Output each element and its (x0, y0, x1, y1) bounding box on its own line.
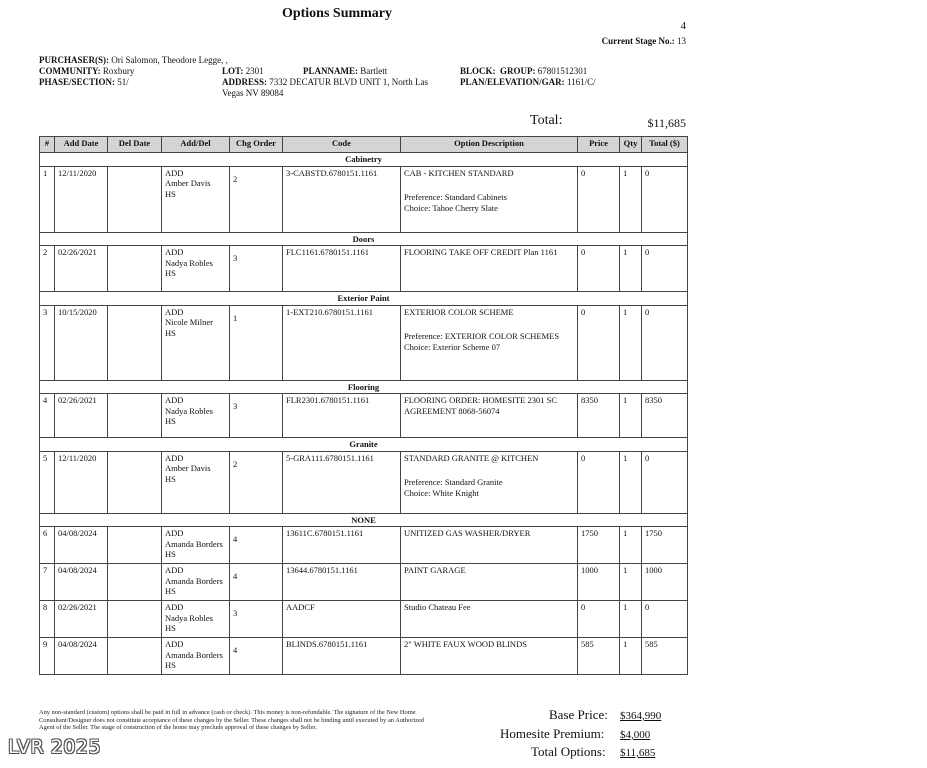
category-row (40, 513, 688, 527)
add-date: 12/11/2020 (55, 451, 108, 513)
qty: 1 (620, 638, 642, 675)
price: 585 (578, 638, 620, 675)
add-del-action: ADD (165, 395, 184, 405)
planname-value: Bartlett (360, 66, 388, 76)
qty: 1 (620, 564, 642, 601)
chg-order: 3 (230, 601, 283, 638)
option-description-cell (401, 451, 578, 513)
price: 0 (578, 305, 620, 380)
category-label: Exterior Paint (40, 292, 688, 306)
del-date (108, 166, 162, 232)
add-del-person: Amber Davis (165, 463, 211, 473)
option-code: 13644.6780151.1161 (283, 564, 401, 601)
option-description: CAB - KITCHEN STANDARD (404, 167, 514, 178)
add-del-person: Amber Davis (165, 178, 211, 188)
del-date (108, 601, 162, 638)
option-preference: Preference: EXTERIOR COLOR SCHEMES (404, 331, 560, 341)
footer-note: Any non-standard (custom) options shall be paid in full in advance (cash or check). This money is non-refundable. The signature of the New Home Consultant/Designer does not constitute acceptance of these changes by the Seller. These changes shall not be binding until executed by an Authorized Agent of the Seller. The stage of construction of the home may preclude approval of these changes by Seller. (39, 709, 424, 732)
add-del-action: ADD (165, 167, 184, 178)
add-del-cell (162, 451, 230, 513)
del-date (108, 451, 162, 513)
phase-value: 51/ (117, 77, 129, 87)
price: 8350 (578, 394, 620, 438)
del-date (108, 394, 162, 438)
add-del-hs: HS (165, 549, 176, 559)
option-code: 3-CABSTD.6780151.1161 (283, 166, 401, 232)
address-line1: 7332 DECATUR BLVD UNIT 1, North Las (269, 77, 429, 87)
add-del-cell (162, 601, 230, 638)
planelev-label: PLAN/ELEVATION/GAR: (460, 77, 565, 87)
add-del-person: Amanda Borders (165, 538, 223, 549)
add-del-action: ADD (165, 565, 184, 575)
price: 0 (578, 166, 620, 232)
add-date: 04/08/2024 (55, 564, 108, 601)
price: 0 (578, 601, 620, 638)
row-number: 2 (40, 246, 55, 292)
option-description: STANDARD GRANITE @ KITCHEN (404, 452, 539, 463)
option-description: 2" WHITE FAUX WOOD BLINDS (404, 639, 527, 649)
row-number: 4 (40, 394, 55, 438)
add-date: 02/26/2021 (55, 246, 108, 292)
chg-order: 4 (230, 564, 283, 601)
homesite-premium-value: $4,000 (620, 729, 651, 741)
category-label: Cabinetry (40, 153, 688, 167)
option-description: UNITIZED GAS WASHER/DRYER (404, 528, 531, 538)
price: 1750 (578, 527, 620, 564)
category-row (40, 232, 688, 246)
add-del-hs: HS (165, 473, 176, 484)
add-del-action: ADD (165, 247, 184, 257)
option-choice: Choice: White Knight (404, 487, 479, 498)
qty: 1 (620, 305, 642, 380)
chg-order: 3 (230, 394, 283, 438)
chg-order: 1 (230, 305, 283, 380)
address-line2: Vegas NV 89084 (222, 88, 284, 98)
qty: 1 (620, 394, 642, 438)
base-price-label: Base Price: (549, 707, 608, 722)
add-del-hs: HS (165, 416, 176, 426)
total-label: Total: (530, 113, 563, 128)
table-row (40, 394, 688, 438)
add-del-cell (162, 527, 230, 564)
option-description: Studio Chateau Fee (404, 602, 471, 612)
add-date: 04/08/2024 (55, 527, 108, 564)
add-del-action: ADD (165, 452, 184, 463)
planname (303, 66, 387, 77)
add-date: 04/08/2024 (55, 638, 108, 675)
row-number: 3 (40, 305, 55, 380)
row-number: 9 (40, 638, 55, 675)
total-value: $11,685 (647, 116, 686, 130)
base-price-value: $364,990 (620, 710, 662, 722)
add-date: 12/11/2020 (55, 166, 108, 232)
option-preference: Preference: Standard Cabinets (404, 192, 507, 202)
phase-section (39, 77, 129, 88)
category-row (40, 380, 688, 394)
options-table (39, 136, 688, 675)
price: 0 (578, 451, 620, 513)
add-del-person: Nadya Robles (165, 612, 213, 623)
row-number: 1 (40, 166, 55, 232)
col-header: Option Description (401, 137, 578, 153)
chg-order: 2 (230, 166, 283, 232)
option-code: AADCF (283, 601, 401, 638)
homesite-premium-label: Homesite Premium: (500, 726, 605, 741)
option-description: EXTERIOR COLOR SCHEME (404, 306, 514, 317)
block-group (460, 66, 587, 77)
add-del-cell (162, 246, 230, 292)
add-del-cell (162, 166, 230, 232)
add-del-person: Amanda Borders (165, 575, 223, 586)
option-description-cell (401, 394, 578, 438)
add-date: 02/26/2021 (55, 601, 108, 638)
add-date: 02/26/2021 (55, 394, 108, 438)
category-row (40, 153, 688, 167)
row-number: 6 (40, 527, 55, 564)
add-del-person: Amanda Borders (165, 649, 223, 660)
qty: 1 (620, 246, 642, 292)
add-del-person: Nicole Milner (165, 317, 213, 327)
option-choice: Choice: Exterior Scheme 07 (404, 341, 501, 352)
category-label: Doors (40, 232, 688, 246)
category-label: Flooring (40, 380, 688, 394)
table-header-row (40, 137, 688, 153)
row-number: 8 (40, 601, 55, 638)
table-row (40, 564, 688, 601)
row-total: 585 (642, 638, 688, 675)
qty: 1 (620, 166, 642, 232)
planname-label: PLANNAME: (303, 66, 358, 76)
community (39, 66, 134, 77)
add-del-cell (162, 564, 230, 601)
address-label: ADDRESS: (222, 77, 268, 87)
del-date (108, 638, 162, 675)
option-choice: Choice: Tahoe Cherry Slate (404, 202, 498, 213)
option-description: FLOORING TAKE OFF CREDIT Plan 1161 (404, 247, 558, 257)
col-header: Chg Order (230, 137, 283, 153)
page-number: 4 (680, 20, 686, 32)
table-row (40, 601, 688, 638)
option-description-cell (401, 564, 578, 601)
lot-value: 2301 (245, 66, 264, 76)
plan-elevation (460, 77, 596, 88)
address (222, 77, 428, 88)
add-del-action: ADD (165, 639, 184, 649)
block-label: BLOCK: (460, 66, 496, 76)
current-stage-value: 13 (677, 36, 686, 46)
community-value: Roxbury (102, 66, 135, 76)
watermark: LVR 2025 (8, 736, 102, 758)
category-row (40, 438, 688, 452)
table-row (40, 451, 688, 513)
price: 0 (578, 246, 620, 292)
option-description-cell (401, 527, 578, 564)
row-total: 0 (642, 601, 688, 638)
option-code: BLINDS.6780151.1161 (283, 638, 401, 675)
row-total: 0 (642, 246, 688, 292)
add-del-hs: HS (165, 268, 176, 278)
table-row (40, 527, 688, 564)
category-label: Granite (40, 438, 688, 452)
option-description-cell (401, 166, 578, 232)
add-del-hs: HS (165, 188, 176, 199)
row-number: 5 (40, 451, 55, 513)
col-header: Code (283, 137, 401, 153)
del-date (108, 246, 162, 292)
option-code: 5-GRA111.6780151.1161 (283, 451, 401, 513)
option-code: FLC1161.6780151.1161 (283, 246, 401, 292)
add-del-person: Nadya Robles (165, 405, 213, 416)
add-del-cell (162, 638, 230, 675)
row-total: 0 (642, 305, 688, 380)
add-del-hs: HS (165, 660, 176, 670)
current-stage (540, 36, 686, 46)
add-del-action: ADD (165, 528, 184, 538)
option-preference: Preference: Standard Granite (404, 477, 503, 487)
add-del-hs: HS (165, 623, 176, 633)
option-code: FLR2301.6780151.1161 (283, 394, 401, 438)
purchasers-label: PURCHASER(S): (39, 55, 110, 65)
purchasers-value: Ori Salomon, Theodore Legge, , (111, 55, 228, 65)
qty: 1 (620, 527, 642, 564)
col-header: # (40, 137, 55, 153)
option-description-cell (401, 601, 578, 638)
option-description: FLOORING ORDER: HOMESITE 2301 SC AGREEMENT 8068-56074 (404, 395, 558, 416)
row-total: 1000 (642, 564, 688, 601)
current-stage-label: Current Stage No.: (601, 36, 675, 46)
table-row (40, 166, 688, 232)
del-date (108, 527, 162, 564)
qty: 1 (620, 601, 642, 638)
col-header: Add/Del (162, 137, 230, 153)
add-del-cell (162, 305, 230, 380)
category-label: NONE (40, 513, 688, 527)
group-label: GROUP: (500, 66, 536, 76)
option-description: PAINT GARAGE (404, 565, 466, 575)
row-total: 0 (642, 451, 688, 513)
row-total: 8350 (642, 394, 688, 438)
del-date (108, 564, 162, 601)
option-code: 1-EXT210.6780151.1161 (283, 305, 401, 380)
add-del-person: Nadya Robles (165, 257, 213, 268)
add-del-cell (162, 394, 230, 438)
chg-order: 4 (230, 638, 283, 675)
group-value: 67801512301 (537, 66, 588, 76)
lot-label: LOT: (222, 66, 244, 76)
col-header: Add Date (55, 137, 108, 153)
price: 1000 (578, 564, 620, 601)
chg-order: 2 (230, 451, 283, 513)
lot (222, 66, 264, 77)
option-code: 13611C.6780151.1161 (283, 527, 401, 564)
table-row (40, 305, 688, 380)
col-header: Del Date (108, 137, 162, 153)
col-header: Price (578, 137, 620, 153)
table-row (40, 638, 688, 675)
phase-label: PHASE/SECTION: (39, 77, 116, 87)
row-total: 1750 (642, 527, 688, 564)
option-description-cell (401, 638, 578, 675)
option-description-cell (401, 246, 578, 292)
add-del-hs: HS (165, 327, 176, 338)
qty: 1 (620, 451, 642, 513)
purchasers (39, 55, 228, 66)
add-del-action: ADD (165, 306, 184, 317)
col-header: Total ($) (642, 137, 688, 153)
add-del-action: ADD (165, 602, 184, 612)
row-total: 0 (642, 166, 688, 232)
col-header: Qty (620, 137, 642, 153)
total-options-value: $11,685 (620, 747, 656, 759)
total-options-label: Total Options: (531, 744, 606, 759)
table-row (40, 246, 688, 292)
planelev-value: 1161/C/ (566, 77, 596, 87)
add-date: 10/15/2020 (55, 305, 108, 380)
del-date (108, 305, 162, 380)
page-title: Options Summary (281, 6, 393, 21)
chg-order: 3 (230, 246, 283, 292)
chg-order: 4 (230, 527, 283, 564)
community-label: COMMUNITY: (39, 66, 101, 76)
add-del-hs: HS (165, 586, 176, 596)
option-description-cell (401, 305, 578, 380)
row-number: 7 (40, 564, 55, 601)
category-row (40, 292, 688, 306)
